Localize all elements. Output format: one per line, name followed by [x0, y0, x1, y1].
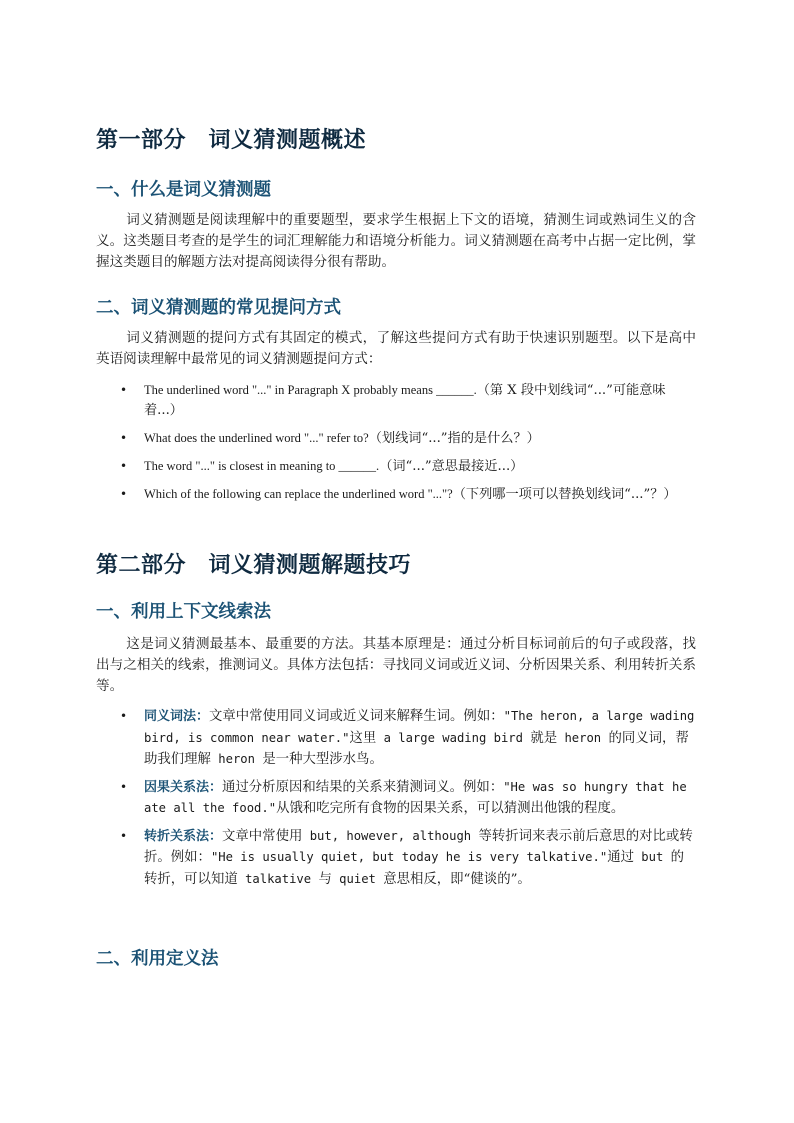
technique-term: 转折关系法： [144, 828, 223, 844]
list-item: • What does the underlined word "..." refer to?（划线词“...”指的是什么？） [96, 428, 696, 449]
technique-text: 通过分析原因和结果的关系来猜测词义。例如： [222, 779, 504, 795]
example-text: "He is usually quiet, but today he is very talkative." [210, 850, 608, 864]
technique-item [96, 706, 696, 771]
technique-list [96, 706, 696, 896]
section-question-forms-title: 二、词义猜测题的常见提问方式 [96, 298, 341, 318]
technique-term: 同义词法： [144, 709, 210, 724]
technique-text: 是一种大型涉水鸟。 [262, 752, 383, 767]
technique-text: 等转折词来表示前后意思的对比或转折。例如： [144, 828, 693, 865]
section-what-is-title: 一、什么是词义猜测题 [96, 180, 271, 200]
question-form-list [96, 380, 696, 512]
technique-item [96, 826, 696, 891]
example-text: heron [210, 752, 263, 766]
bullet-icon: • [120, 431, 128, 445]
part-two-title: 第二部分 词义猜测题解题技巧 [96, 553, 412, 578]
technique-text: 这里 [349, 730, 377, 746]
technique-text: 与 [318, 871, 332, 887]
technique-text: 的转折，可以知道 [144, 850, 685, 887]
section-question-forms-paragraph: 词义猜测题的提问方式有其固定的模式，了解这些提问方式有助于快速识别题型。以下是高中英语阅读理解中最常见的词义猜测题提问方式： [96, 330, 696, 367]
section-context-clues-title: 一、利用上下文线索法 [96, 602, 271, 622]
technique-item [96, 777, 696, 820]
technique-text: 通过 [607, 850, 634, 865]
example-text: but [633, 850, 671, 864]
technique-text: 文章中常使用同义词或近义词来解释生词。例如： [209, 709, 504, 724]
bullet-icon: • [120, 383, 128, 397]
example-text: talkative [237, 871, 319, 886]
technique-text: 就是 [530, 730, 558, 746]
part-one-title: 第一部分 词义猜测题概述 [96, 128, 367, 153]
list-item: • The word "..." is closest in meaning to ______.（词“...”意思最接近...） [96, 456, 696, 477]
technique-text: 文章中常使用 [222, 828, 303, 844]
example-text: heron [557, 730, 609, 745]
section-definition-title: 二、利用定义法 [96, 949, 219, 969]
example-text: "He was so hungry that he ate all the food." [144, 779, 687, 815]
section-what-is-paragraph: 词义猜测题是阅读理解中的重要题型，要求学生根据上下文的语境，猜测生词或熟词生义的含义。这类题目考查的是学生的词汇理解能力和语境分析能力。词义猜测题在高考中占据一定比例，掌握这类题目的解题方法对提高阅读得分很有帮助。 [96, 212, 696, 270]
technique-text: 意思相反，即“健谈的”。 [383, 871, 531, 887]
section-context-clues-paragraph: 这是词义猜测最基本、最重要的方法。其基本原理是：通过分析目标词前后的句子或段落，找出与之相关的线索，推测词义。具体方法包括：寻找同义词或近义词、分析因果关系、利用转折关系等。 [96, 636, 696, 694]
bullet-icon: • [120, 459, 128, 473]
technique-text: 从饿和吃完所有食物的因果关系，可以猜测出他饿的程度。 [276, 801, 625, 816]
example-text: quiet [331, 871, 384, 886]
list-item: • The underlined word "..." in Paragraph X probably means ______.（第 X 段中划线词“...”可能意味着...） [96, 380, 696, 421]
bullet-icon: • [120, 828, 128, 843]
bullet-icon: • [120, 709, 128, 723]
technique-term: 因果关系法： [144, 779, 223, 795]
bullet-icon: • [120, 487, 128, 501]
example-text: but, however, although [302, 828, 479, 843]
technique-text: 的同义词，帮助我们理解 [144, 730, 689, 767]
list-item: • Which of the following can replace the underlined word "..."?（下列哪一项可以替换划线词“...”？） [96, 484, 696, 505]
example-text: "The heron, a large wading bird, is common near water." [144, 709, 695, 745]
bullet-icon: • [120, 779, 128, 794]
example-text: a large wading bird [376, 730, 531, 745]
